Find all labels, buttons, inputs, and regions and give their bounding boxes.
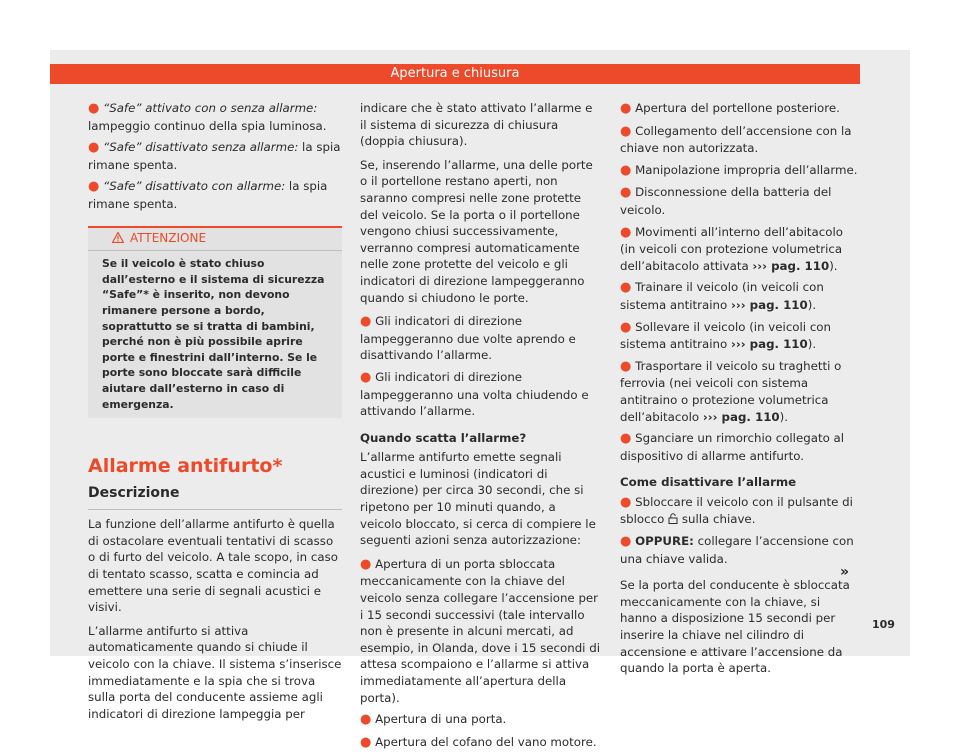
section-title: Allarme antifurto*	[88, 455, 283, 478]
bullet-icon: ●	[620, 431, 632, 447]
warning-text: Se il veicolo è stato chiuso dall’esterno e il sistema di sicurezza “Safe”* è inserito, non devono rimanere persone a bordo, soprattutto se si tratta di bambini, perché non è più possibile aprire porte e finestrini dall’interno. Se le porte sono bloccate sarà difficile aiutare dall’esterno in caso di emergenza.	[102, 257, 325, 411]
bullet-icon: ●	[620, 185, 632, 201]
bullet-icon: ●	[620, 224, 632, 240]
list-item	[620, 430, 860, 464]
bullet-icon: ●	[88, 140, 100, 156]
page-reference-link[interactable]: ››› pag. 110	[702, 409, 780, 424]
item-text: la spia rimane spenta.	[88, 140, 341, 172]
list-item	[360, 369, 600, 420]
bullet-icon: ●	[360, 712, 372, 728]
item-text: Sganciare un rimorchio collegato al dispositivo di allarme antifurto.	[620, 431, 845, 463]
list-item	[620, 184, 860, 218]
list-item	[620, 162, 860, 180]
item-text: Movimenti all’interno dell’abitacolo (in veicoli con protezione volumetrica dell’abitacolo attivata	[620, 224, 843, 273]
bullet-icon: ●	[620, 534, 632, 550]
column-3	[620, 100, 860, 684]
bullet-icon: ●	[620, 319, 632, 335]
column-1	[88, 100, 342, 729]
item-label: “Safe” disattivato senza allarme:	[103, 140, 299, 155]
bullet-icon: ●	[620, 123, 632, 139]
bullet-icon: ●	[620, 162, 632, 178]
list-item	[620, 224, 860, 275]
page-reference-link[interactable]: ››› pag. 110	[730, 297, 808, 312]
page-reference-link[interactable]: ››› pag. 110	[730, 337, 808, 352]
list-item	[620, 533, 860, 567]
bullet-icon: ●	[88, 101, 100, 116]
item-label: OPPURE:	[635, 534, 694, 549]
item-text-end: ).	[807, 337, 817, 352]
item-text: Apertura di una porta.	[375, 712, 507, 727]
list-item	[360, 313, 600, 364]
bullet-icon: ●	[620, 494, 632, 510]
list-item	[360, 556, 600, 706]
subheading: Come disattivare l’allarme	[620, 475, 797, 490]
item-label: “Safe” disattivato con allarme:	[103, 179, 286, 194]
page-reference-link[interactable]: ››› pag. 110	[752, 258, 830, 273]
list-item	[620, 279, 860, 313]
item-text-end: ).	[807, 297, 817, 312]
paragraph: Se la porta del conducente è sbloccata meccanicamente con la chiave, si hanno a disposizione 15 secondi per inserire la chiave nel cilindro di accensione e attivare l’accensione da quando la porta è aperta.	[620, 578, 850, 676]
item-text: Apertura del cofano del vano motore.	[375, 734, 597, 749]
bullet-icon: ●	[88, 179, 100, 195]
unlock-icon	[668, 513, 678, 524]
paragraph: La funzione dell’allarme antifurto è quella di ostacolare eventuali tentativi di scasso o di furto del veicolo. A tale scopo, in caso di tentato scasso, scatta e comincia ad emettere una serie di segnali acustici e visivi.	[88, 517, 338, 615]
subsection-title: Descrizione	[88, 485, 342, 511]
bullet-icon: ●	[620, 101, 632, 116]
item-text: lampeggio continuo della spia luminosa.	[88, 118, 327, 133]
item-text: Sollevare il veicolo (in veicoli con sistema antitraino	[620, 319, 832, 352]
item-text: Manipolazione impropria dell’allarme.	[635, 162, 858, 177]
item-text: Collegamento dell’accensione con la chiave non autorizzata.	[620, 123, 852, 156]
bullet-icon: ●	[360, 314, 372, 330]
bullet-icon: ●	[620, 358, 632, 374]
list-item	[620, 319, 860, 353]
paragraph: Se, inserendo l’allarme, una delle porte o il portellone restano aperti, non saranno compresi nelle zone protette del veicolo. Se la porta o il portellone vengono chiusi successivamente, verranno compresi automaticamente nelle zone protette del veicolo e gli indicatori di direzione lampeggeranno quando si chiudono le porte.	[360, 157, 593, 305]
page-header: Apertura e chiusura	[50, 64, 860, 84]
item-text-end: ).	[779, 409, 788, 424]
item-text: Apertura di un porta sbloccata meccanicamente con la chiave del veicolo senza collegare l’accensione per i 15 secondi successivi (tale intervallo non è presente in alcuni mercati, ad esempio, in Olanda, dove i 15 secondi di attesa scompaiono e l’allarme si attiva immediatamente all’apertura della porta).	[360, 556, 600, 705]
item-text-end: ).	[829, 258, 838, 273]
item-text: Trainare il veicolo (in veicoli con sistema antitraino	[620, 280, 824, 312]
paragraph: L’allarme antifurto emette segnali acustici e luminosi (indicatori di direzione) per circa 30 secondi, che si ripetono per 10 minuti quando, a veicolo bloccato, si cerca di compiere le seguenti azioni senza autorizzazione:	[360, 450, 596, 548]
item-text: Gli indicatori di direzione lampeggeranno due volte aprendo e disattivando l’allarme.	[360, 314, 576, 363]
item-text: collegare l’accensione con una chiave valida.	[620, 534, 854, 566]
warning-box	[88, 226, 342, 419]
subheading: Quando scatta l’allarme?	[360, 430, 527, 445]
list-item	[88, 100, 342, 134]
continue-marker: »	[840, 564, 850, 580]
bullet-icon: ●	[360, 734, 372, 750]
list-item	[620, 494, 860, 528]
item-text: Disconnessione della batteria del veicolo.	[620, 185, 832, 217]
item-text: Apertura del portellone posteriore.	[635, 101, 840, 115]
list-item	[360, 734, 600, 752]
paragraph: indicare che è stato attivato l’allarme e il sistema di sicurezza di chiusura (doppia chiusura).	[360, 101, 593, 149]
list-item	[88, 178, 342, 212]
item-text: la spia rimane spenta.	[88, 179, 328, 211]
item-text: Gli indicatori di direzione lampeggeranno una volta chiudendo e attivando l’allarme.	[360, 369, 589, 419]
column-2	[360, 100, 600, 756]
bullet-icon: ●	[360, 369, 372, 385]
list-item	[88, 139, 342, 173]
warning-triangle-icon	[112, 232, 124, 243]
item-text: Trasportare il veicolo su traghetti o ferrovia (nei veicoli con sistema antitraino o protezione volumetrica dell’abitacolo	[620, 358, 842, 424]
list-item	[360, 711, 600, 729]
item-text-end: sulla chiave.	[678, 512, 756, 527]
warning-title: ATTENZIONE	[130, 230, 207, 245]
item-label: “Safe” attivato con o senza allarme:	[103, 101, 318, 115]
bullet-icon: ●	[620, 280, 632, 296]
warning-header	[88, 228, 342, 252]
list-item	[620, 358, 860, 425]
page-number: 109	[872, 618, 895, 631]
bullet-icon: ●	[360, 556, 372, 572]
list-item	[620, 123, 860, 157]
paragraph: L’allarme antifurto si attiva automaticamente quando si chiude il veicolo con la chiave. Il sistema s’inserisce immediatamente e la spia che si trova sulla porta del conducente assieme agli indicatori di direzione lampeggia per	[88, 623, 342, 721]
item-text: Sbloccare il veicolo con il pulsante di sblocco	[620, 494, 853, 527]
list-item	[620, 100, 860, 118]
